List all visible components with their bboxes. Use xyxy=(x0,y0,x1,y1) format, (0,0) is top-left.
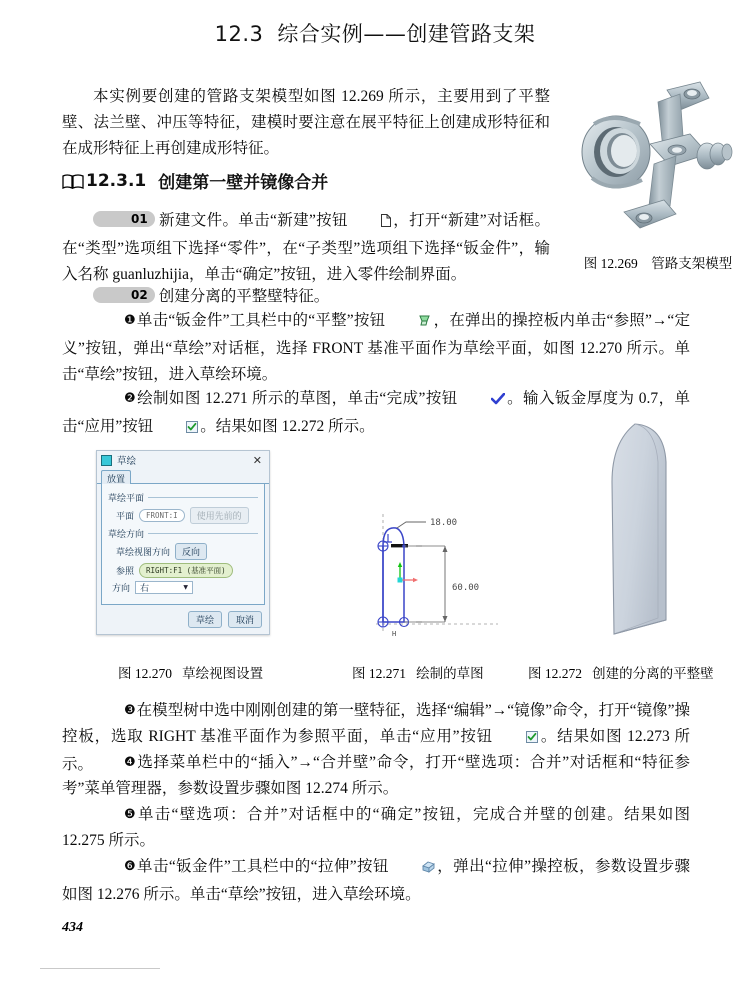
group-divider xyxy=(148,497,258,498)
bullet-2-text-b: 。输入钣金厚度为 0.7，单击“应用”按钮 xyxy=(62,390,690,435)
bullet-1-text-a: 单击“钣金件”工具栏中的“平整”按钮 xyxy=(136,312,386,329)
row-direction xyxy=(108,581,258,594)
figure-12-270-label: 图 12.270 xyxy=(118,666,172,681)
step-02-paragraph xyxy=(62,284,550,310)
step-02-text-a: 创建分离的平整壁特征。 xyxy=(158,288,330,305)
row-view-direction xyxy=(108,543,258,560)
section-number: 12.3 xyxy=(214,22,264,46)
bullet-3-marker: ❸ xyxy=(124,703,136,718)
bullet-6-paragraph xyxy=(62,854,690,908)
chevron-down-icon: ▼ xyxy=(183,584,189,591)
row-plane xyxy=(108,507,258,524)
step-badge-02: 02 xyxy=(93,287,155,303)
subsection-number: 12.3.1 xyxy=(86,170,147,191)
group-divider-2 xyxy=(148,533,258,534)
bullet-5-marker: ❺ xyxy=(124,807,136,822)
group-sketch-direction xyxy=(108,527,258,540)
bullet-2-marker: ❷ xyxy=(124,391,136,406)
bullet-6-text-b: ，弹出“拉伸”操控板，参数设置步骤如图 12.276 所示。单击“草绘”按钮，进入草绘环境。 xyxy=(62,858,690,903)
dialog-body xyxy=(101,484,265,605)
reference-label: 参照 xyxy=(116,567,135,577)
group-sketch-direction-label: 草绘方向 xyxy=(108,530,145,540)
dialog-titlebar xyxy=(97,451,269,469)
intro-paragraph: 本实例要创建的管路支架模型如图 12.269 所示，主要用到了平整壁、法兰壁、冲压等特征，建模时要注意在展平特征上创建成形特征和在成形特征上再创建成形特征。 xyxy=(62,88,550,157)
direction-label: 方向 xyxy=(112,584,131,594)
figure-12-271-text: 绘制的草图 xyxy=(416,666,484,681)
view-direction-label: 草绘视图方向 xyxy=(116,548,171,558)
check-blue-icon xyxy=(460,388,505,414)
step-01-paragraph xyxy=(62,208,550,288)
figure-12-270-caption xyxy=(118,662,263,682)
sketch-dim-side: 60.00 xyxy=(452,583,480,593)
bullet-3-text-b: 。结果如图 12.273 所示。 xyxy=(62,728,690,773)
sketch-window-icon xyxy=(101,455,112,466)
bullet-2-text-a: 绘制如图 12.271 所示的草图，单击“完成”按钮 xyxy=(136,390,458,407)
subsection-heading xyxy=(62,168,328,193)
sketch-dim-top: 18.00 xyxy=(430,518,458,528)
figure-12-272-label: 图 12.272 xyxy=(528,666,582,681)
bullet-6-text-a: 单击“钣金件”工具栏中的“拉伸”按钮 xyxy=(136,858,389,875)
group-sketch-plane xyxy=(108,491,258,504)
bullet-4-paragraph xyxy=(62,750,690,802)
flip-button[interactable]: 反向 xyxy=(175,543,207,560)
sketch-dialog[interactable] xyxy=(96,450,270,635)
sketch-marker-h: H xyxy=(392,630,397,638)
plane-value-field[interactable]: FRONT:I xyxy=(139,509,185,522)
figure-12-272-text: 创建的分离的平整壁 xyxy=(592,666,714,681)
bullet-1-paragraph xyxy=(62,308,690,388)
bullet-2-text-c: 。结果如图 12.272 所示。 xyxy=(200,418,375,435)
dialog-footer xyxy=(97,605,269,634)
sketch-ok-button[interactable]: 草绘 xyxy=(188,611,222,628)
use-previous-button[interactable]: 使用先前的 xyxy=(190,507,249,524)
sketch-cancel-button[interactable]: 取消 xyxy=(228,611,262,628)
bullet-1-marker: ❶ xyxy=(124,313,136,328)
figure-12-269-label: 图 12.269 xyxy=(583,256,638,271)
bullet-5-paragraph xyxy=(62,802,690,854)
flat-wall-icon xyxy=(387,310,431,336)
close-icon[interactable]: ✕ xyxy=(252,453,262,467)
footer-rule xyxy=(40,968,160,969)
figure-12-269-text: 管路支架模型 xyxy=(651,256,733,271)
step-01-text-b: ，打开“新建”对话框。在“类型”选项组下选择“零件”，在“子类型”选项组下选择“钣金件”，输入名称 guanluzhijia，单击“确定”按钮，进入零件绘制界面。 xyxy=(62,212,550,283)
bullet-1-text-b: ，在弹出的操控板内单击“参照”→“定义”按钮，弹出“草绘”对话框，选择 FRONT 基准平面作为草绘平面，如图 12.270 所示。单击“草绘”按钮，进入草绘环境。 xyxy=(62,312,690,383)
apply-check-icon xyxy=(155,416,198,442)
figure-12-270-text: 草绘视图设置 xyxy=(182,666,264,681)
step-01-text-a: 新建文件。单击“新建”按钮 xyxy=(158,212,348,229)
figure-12-271-label: 图 12.271 xyxy=(352,666,406,681)
bullet-6-marker: ❻ xyxy=(124,859,136,874)
book-icon xyxy=(62,173,84,190)
figure-12-272-image xyxy=(540,420,730,640)
bullet-3-text-a: 在模型树中选中刚刚创建的第一壁特征，选择“编辑”→“镜像”命令，打开“镜像”操控板，选取 RIGHT 基准平面作为参照平面，单击“应用”按钮 xyxy=(62,702,690,745)
direction-value: 右 xyxy=(140,584,150,594)
subsection-title: 创建第一壁并镜像合并 xyxy=(158,173,329,193)
page-number: 434 xyxy=(62,920,83,935)
tab-placement[interactable]: 放置 xyxy=(101,470,131,484)
figure-12-272-caption xyxy=(528,662,714,682)
section-title-text: 综合实例——创建管路支架 xyxy=(277,22,536,46)
plane-label: 平面 xyxy=(116,512,135,522)
dialog-tabstrip xyxy=(97,469,269,484)
figure-12-269-image xyxy=(572,72,740,237)
apply-check-icon xyxy=(495,726,538,752)
direction-select[interactable] xyxy=(135,581,193,594)
row-reference xyxy=(108,563,258,578)
reference-value-field[interactable]: RIGHT:F1 (基准平面) xyxy=(139,563,233,578)
extrude-icon xyxy=(391,856,435,882)
dialog-title: 草绘 xyxy=(117,456,137,467)
group-sketch-plane-label: 草绘平面 xyxy=(108,494,145,504)
new-file-icon xyxy=(350,210,391,236)
step-badge-01: 01 xyxy=(93,211,155,227)
bullet-5-text-a: 单击“壁选项：合并”对话框中的“确定”按钮，完成合并壁的创建。结果如图 12.275 所示。 xyxy=(62,806,690,849)
bullet-4-text-a: 选择菜单栏中的“插入”→“合并壁”命令，打开“壁选项：合并”对话框和“特征参考”菜单管理器，参数设置步骤如图 12.274 所示。 xyxy=(62,754,690,797)
figure-12-269-caption xyxy=(566,252,750,272)
figure-12-271-caption xyxy=(352,662,484,682)
figure-12-271-image xyxy=(370,508,520,643)
bullet-4-marker: ❹ xyxy=(124,755,136,770)
page-title xyxy=(0,18,750,48)
